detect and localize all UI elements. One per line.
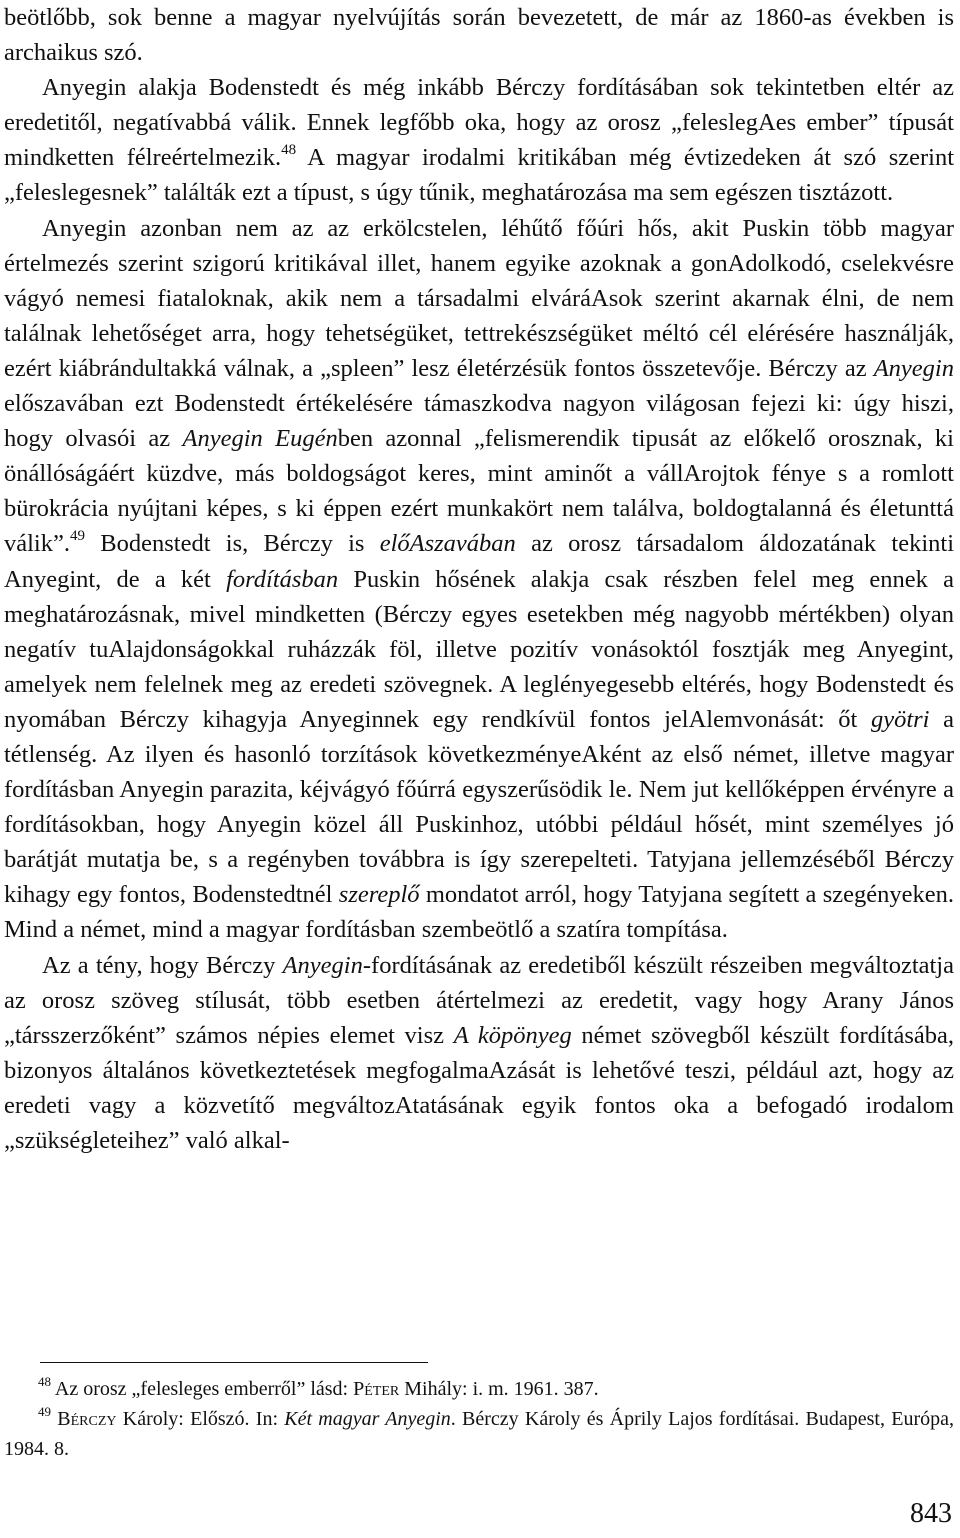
paragraph [4,0,954,70]
text-run: Mihály: i. m. 1961. 387. [399,1378,599,1400]
italic-text: fordításban [226,565,339,593]
text-run: -fordításának az eredetiből készült részeiben megváltoztatja az orosz szöveg stílusát, több esetben átértelmezi az eredetit, vagy hogy Arany János „társszerzőként” számos népies elemet visz [4,951,954,1049]
footnote [4,1404,954,1464]
footnote-ref: 48 [281,142,297,159]
text-run: Károly: Előszó. In: [116,1408,285,1430]
italic-text: A köpönyeg [453,1021,572,1049]
italic-text: gyötri [870,705,930,733]
text-run: Az orosz „felesleges emberről” lásd: [51,1378,354,1400]
italic-text: Anyegin [873,354,954,382]
footnote-number: 49 [38,1404,51,1419]
text-run: előszavában ezt Bodenstedt értékelésére támaszkodva nagyon világosan fejezi ki: úgy hiszi, hogy olvasói az [4,390,954,453]
footnote-separator [40,1362,428,1363]
page-number: 843 [910,1498,952,1529]
text-run: Bodenstedt is, Bérczy is [85,530,380,558]
italic-text: Anyegin [282,951,363,979]
text-run: Anyegin alakja Bodenstedt és még inkább Bérczy fordításában sok tekintetben eltér az eredetitől, negatívabbá válik. Ennek legfőbb oka, hogy az orosz „feleslegAes ember” típusát mindketten félreértelmezik. [4,74,954,172]
small-caps-name: Péter [353,1378,400,1400]
text-run: . Bérczy Károly és Áprily Lajos fordításai. Budapest, Európa, 1984. 8. [4,1408,954,1460]
small-caps-name: Bérczy [57,1408,117,1430]
paragraph [4,948,954,1159]
text-run: az orosz társadalom áldozatának tekinti Anyegint, de a két [4,530,954,593]
text-run: A magyar irodalmi kritikában még évtizedeken át szó szerint „feleslegesnek” találták ezt a típust, s úgy tűnik, meghatározása ma sem egészen tisztázott. [4,144,955,207]
text-run: beötlőbb, sok benne a magyar nyelvújítás során bevezetett, de már az 1860-as években is archaikus szó. [4,4,954,67]
italic-text: előAszavában [379,530,516,558]
italic-text: Két magyar Anyegin [284,1408,451,1430]
text-run: mondatot arról, hogy Tatyjana segített a szegényeken. Mind a német, mind a magyar fordításban szembeötlő a szatíra tompítása. [4,881,954,944]
body-text [4,0,954,1158]
text-run: német szövegből készült fordításába, bizonyos általános következtetések megfogalmaAzását is lehetővé teszi, például azt, hogy az eredeti vagy a közvetítő megváltozAtatásának egyik fontos oka a befogadó irodalom „szükségleteihez” való alkal- [4,1021,955,1154]
footnote-ref: 49 [70,528,85,545]
text-run: Anyegin azonban nem az az erkölcstelen, léhűtő főúri hős, akit Puskin több magyar értelmezés szerint szigorú kritikával illet, hanem egyike azoknak a gonAdolkodó, cselekvésre vágyó nemesi fiataloknak, akik nem a társadalmi elváráAsok szerint akarnak élni, de nem találnak lehetőséget arra, hogy tehetségüket, tettrekészségüket méltó cél elérésére használják, ezért kiábrándultakká válnak, a „spleen” lesz életérzésük fontos összetevője. Bérczy az [4,214,954,382]
paragraph [4,211,954,948]
paragraph [4,70,954,210]
text-run: ben azonnal „felismerendik tipusát az előkelő orosznak, ki önállóságáért küzdve, más boldogságot keres, mint aminőt a vállArojtok fénye s a romlott bürokrácia nyújtani képes, s ki éppen ezért munkakört nem találva, boldogtalanná és életunttá válik”. [4,425,954,558]
footnotes [4,1374,954,1464]
text-run: Az a tény, hogy Bérczy [42,951,283,979]
italic-text: Anyegin Eugén [182,425,338,453]
text-run: a tétlenség. Az ilyen és hasonló torzítások következményeAként az első német, illetve magyar fordításban Anyegin parazita, kéjvágyó főúrrá egyszerűsödik le. Nem jut kellőképpen érvényre a fordításokban, hogy Anyegin közel áll Puskinhoz, utóbbi például hősét, mint személyes jó barátját mutatja be, s a regényben továbbra is így szerepelteti. Tatyjana jellemzéséből Bérczy kihagy egy fontos, Bodenstedtnél [4,705,954,909]
footnote-number: 48 [38,1374,51,1389]
footnote [4,1374,954,1404]
italic-text: szereplő [338,881,420,909]
text-run: Puskin hősének alakja csak részben felel meg ennek a meghatározásnak, mivel mindketten (Bérczy egyes esetekben még nagyobb mértékben) olyan negatív tuAlajdonságokkal ruházzák föl, illetve pozitív vonásoktól fosztják meg Anyegint, amelyek nem felelnek meg az eredeti szövegnek. A leglényegesebb eltérés, hogy Bodenstedt és nyomában Bérczy kihagyja Anyeginnek egy rendkívül fontos jelAlemvonását: őt [4,565,954,733]
